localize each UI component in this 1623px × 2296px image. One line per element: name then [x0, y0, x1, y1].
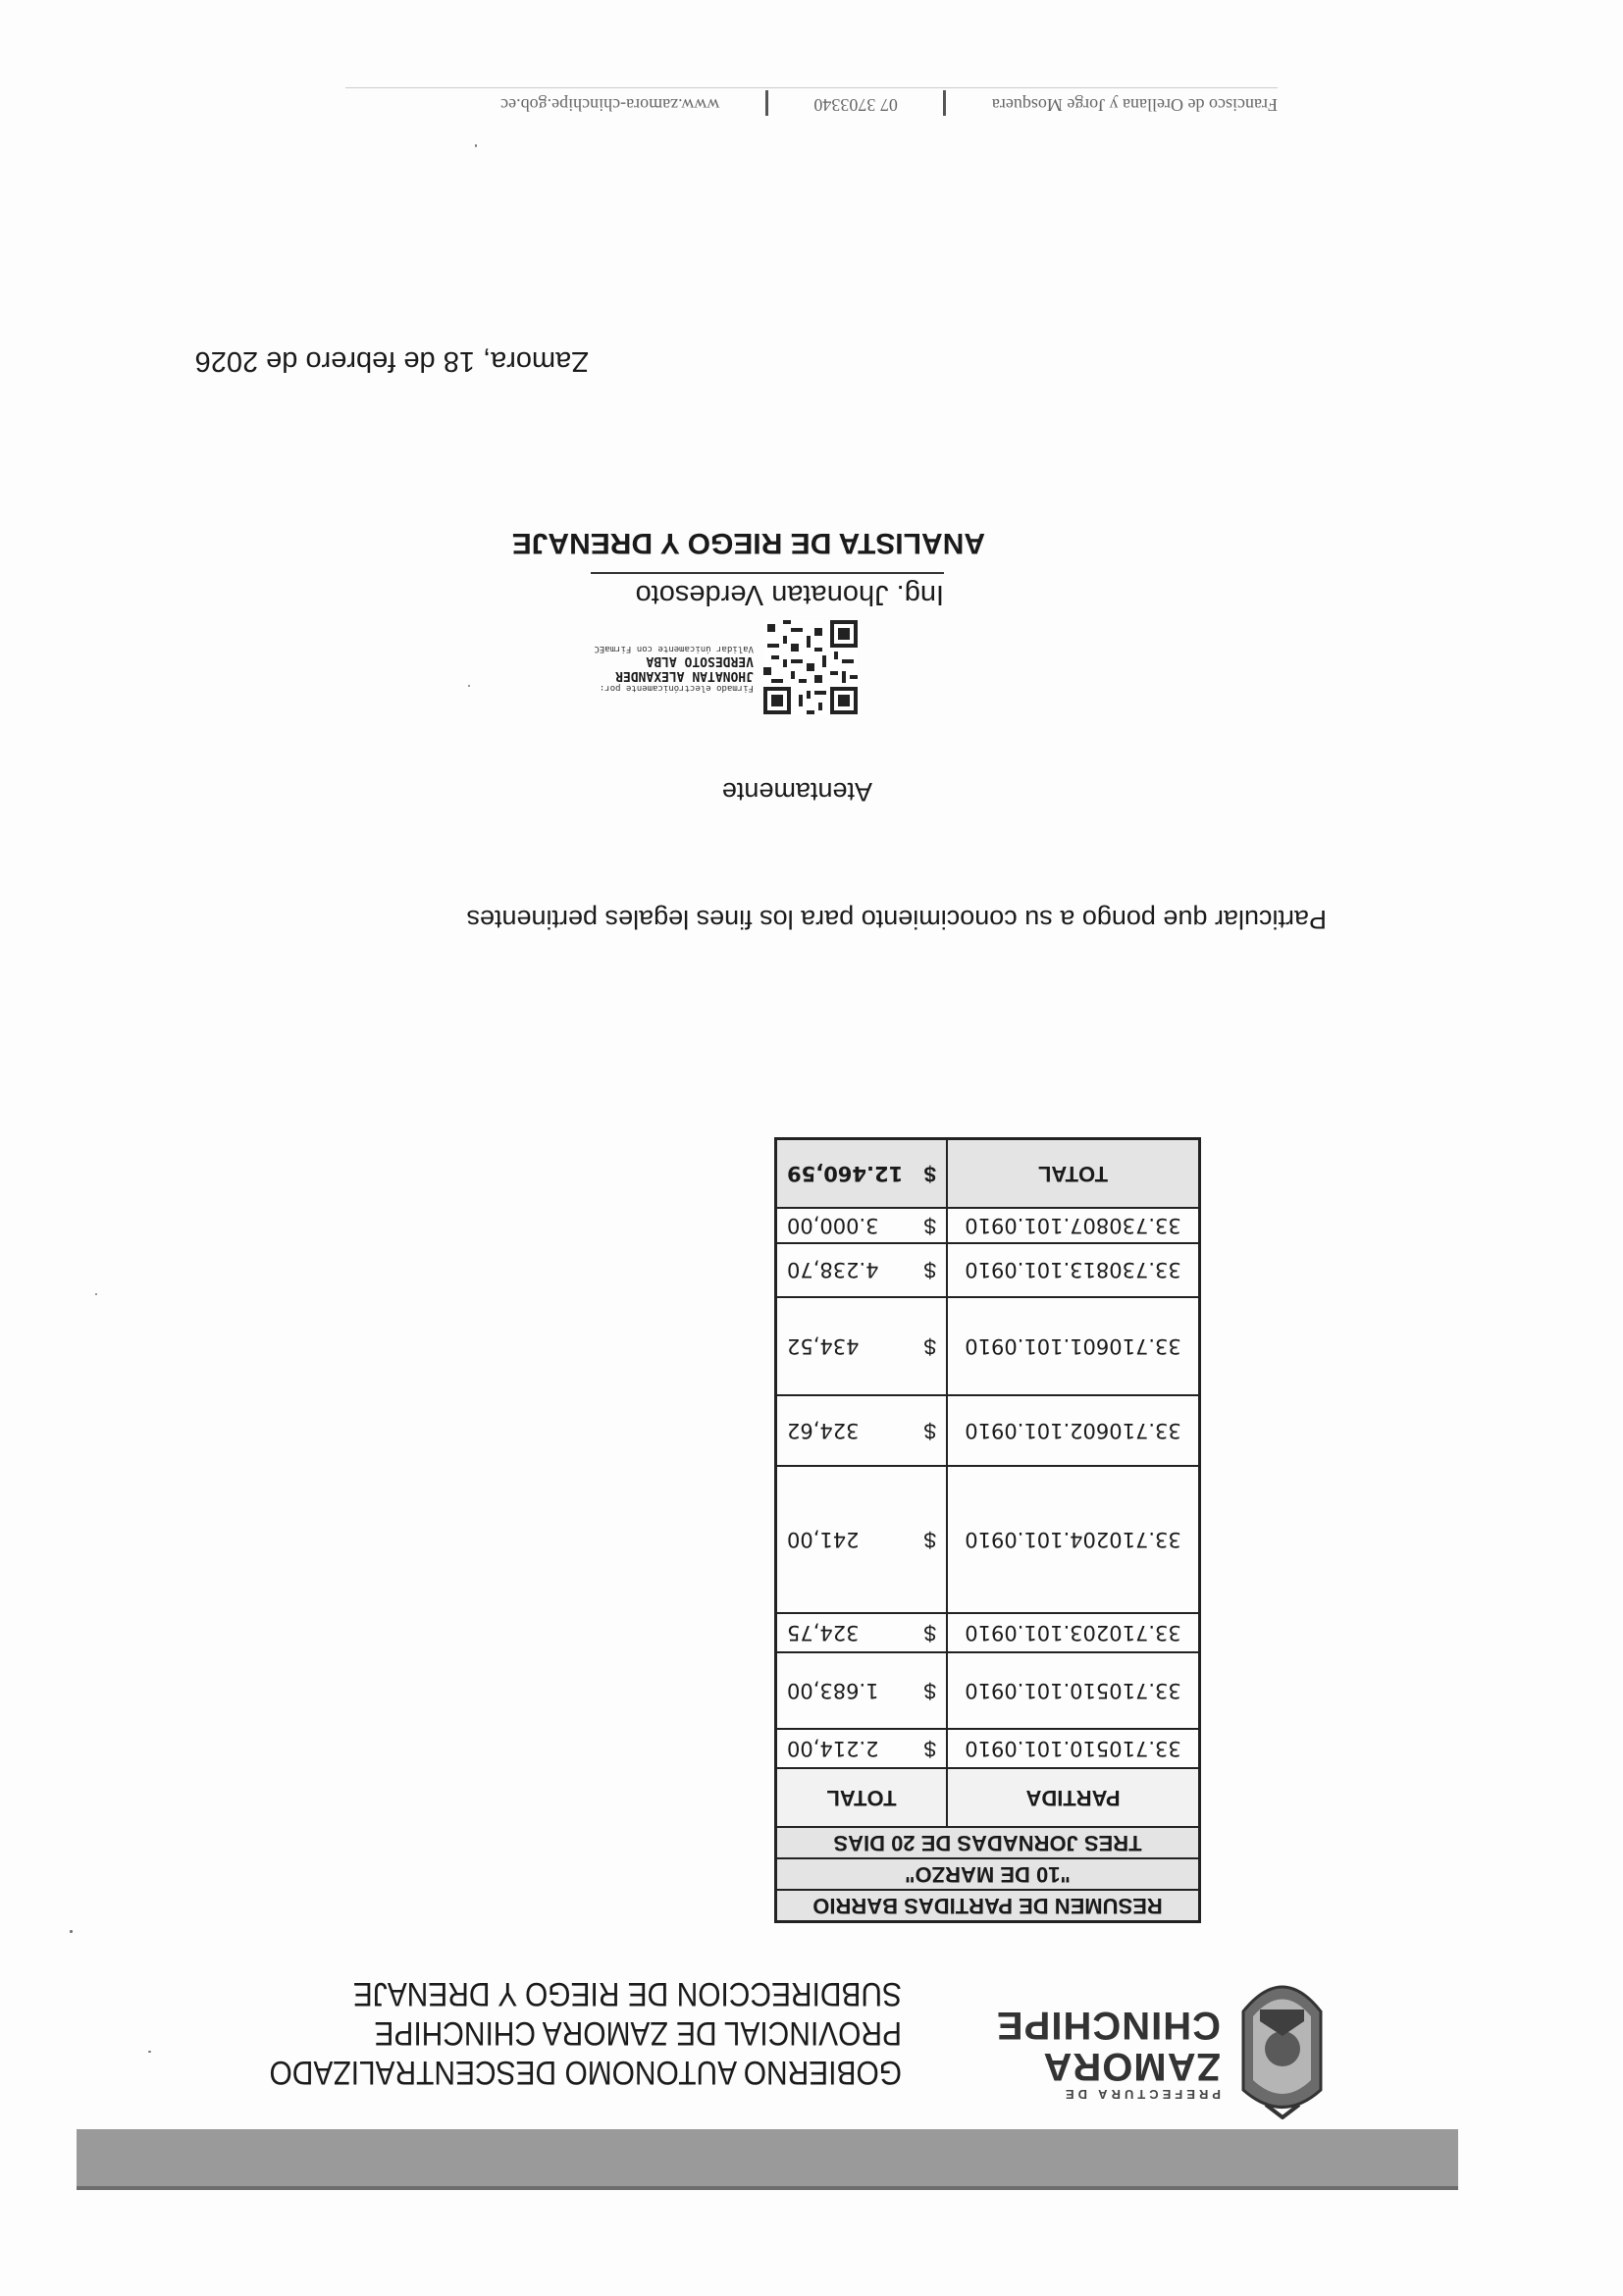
currency-symbol: $ [913, 1297, 947, 1395]
scan-speck [148, 2051, 151, 2053]
table-row [776, 1613, 1200, 1652]
scan-speck [475, 144, 477, 147]
footer-separator [765, 90, 768, 116]
institution-line-3: SUBDIRECCION DE RIEGO Y DRENAJE [352, 1975, 902, 2012]
logo-small-text: PREFECTURA DE [1061, 2087, 1221, 2102]
column-header-partida: PARTIDA [947, 1768, 1199, 1827]
currency-symbol: $ [913, 1243, 947, 1297]
page-footer [345, 90, 1278, 116]
qr-code-icon [763, 620, 858, 714]
shield-emblem-icon [1235, 1962, 1329, 2119]
amount-cell: 324,75 [776, 1613, 914, 1652]
header-band-shadow [77, 2186, 1458, 2190]
closing-salutation: Atentamente [721, 777, 872, 807]
table-title-1: RESUMEN DE PARTIDAS BARRIO [776, 1890, 1200, 1922]
institution-line-2: PROVINCIAL DE ZAMORA CHINCHIPE [374, 2014, 902, 2052]
scan-speck [70, 1930, 73, 1933]
partida-cell: 33.710203.101.0910 [947, 1613, 1199, 1652]
footer-rule [345, 87, 1278, 88]
scan-speck [468, 685, 470, 687]
table-row [776, 1395, 1200, 1466]
amount-cell: 2.214,00 [776, 1729, 914, 1768]
signature-note-bottom: Validar únicamente con FirmaEC [594, 644, 754, 653]
logo-line-1: ZAMORA [1042, 2045, 1221, 2088]
partida-cell: 33.710510.101.0910 [947, 1652, 1199, 1729]
logo-line-2: CHINCHIPE [995, 2004, 1221, 2047]
currency-symbol: $ [913, 1652, 947, 1729]
prefectura-logo [995, 1953, 1329, 2119]
signatory-name: Ing. Jhonatan Verdesoto [591, 572, 944, 610]
table-row [776, 1652, 1200, 1729]
currency-symbol: $ [913, 1139, 947, 1209]
partida-cell: 33.710601.101.0910 [947, 1297, 1199, 1395]
total-label: TOTAL [947, 1139, 1199, 1209]
document-date: Zamora, 18 de febrero de 2026 [194, 345, 589, 377]
amount-cell: 3.000,00 [776, 1208, 914, 1243]
partida-cell: 33.710510.101.0910 [947, 1729, 1199, 1768]
partida-cell: 33.710602.101.0910 [947, 1395, 1199, 1466]
partida-cell: 33.730807.101.0910 [947, 1208, 1199, 1243]
table-row [776, 1466, 1200, 1613]
table-row [776, 1729, 1200, 1768]
scan-speck [95, 1293, 97, 1295]
table-row [776, 1243, 1200, 1297]
partidas-summary-table [774, 1137, 1201, 1923]
partida-cell: 33.730813.101.0910 [947, 1243, 1199, 1297]
currency-symbol: $ [913, 1613, 947, 1652]
amount-cell: 324,62 [776, 1395, 914, 1466]
currency-symbol: $ [913, 1395, 947, 1466]
table-title-2: "10 DE MARZO" [776, 1858, 1200, 1890]
amount-cell: 434,52 [776, 1297, 914, 1395]
signer-name-line-1: JHONATAN ALEXANDER [615, 668, 754, 683]
table-row [776, 1297, 1200, 1395]
amount-cell: 241,00 [776, 1466, 914, 1613]
currency-symbol: $ [913, 1208, 947, 1243]
institution-line-1: GOBIERNO AUTONOMO DESCENTRALIZADO [269, 2054, 902, 2091]
footer-phone: 07 3703340 [813, 94, 898, 115]
institution-heading [156, 1974, 902, 2092]
amount-cell: 1.683,00 [776, 1652, 914, 1729]
signatory-title: ANALISTA DE RIEGO Y DRENAJE [511, 527, 985, 559]
closing-paragraph: Particular que pongo a su conocimiento para los fines legales pertinentes [466, 905, 1327, 934]
currency-symbol: $ [913, 1729, 947, 1768]
table-total-row [776, 1139, 1200, 1209]
signer-name-line-2: VERDESOTO ALBA [646, 653, 754, 668]
footer-separator [943, 90, 946, 116]
footer-address: Francisco de Orellana y Jorge Mosquera [991, 94, 1278, 115]
footer-website: www.zamora-chinchipe.gob.ec [500, 94, 720, 115]
currency-symbol: $ [913, 1466, 947, 1613]
signature-note-top: Firmado electrónicamente por: [599, 683, 754, 693]
partida-cell: 33.710204.101.0910 [947, 1466, 1199, 1613]
table-row [776, 1208, 1200, 1243]
amount-cell: 4.238,70 [776, 1243, 914, 1297]
table-title-3: TRES JORNADAS DE 20 DIAS [776, 1827, 1200, 1858]
total-amount: 12.460,59 [776, 1139, 914, 1209]
electronic-signature-block [459, 644, 754, 693]
header-band [77, 2129, 1458, 2186]
column-header-total: TOTAL [776, 1768, 948, 1827]
